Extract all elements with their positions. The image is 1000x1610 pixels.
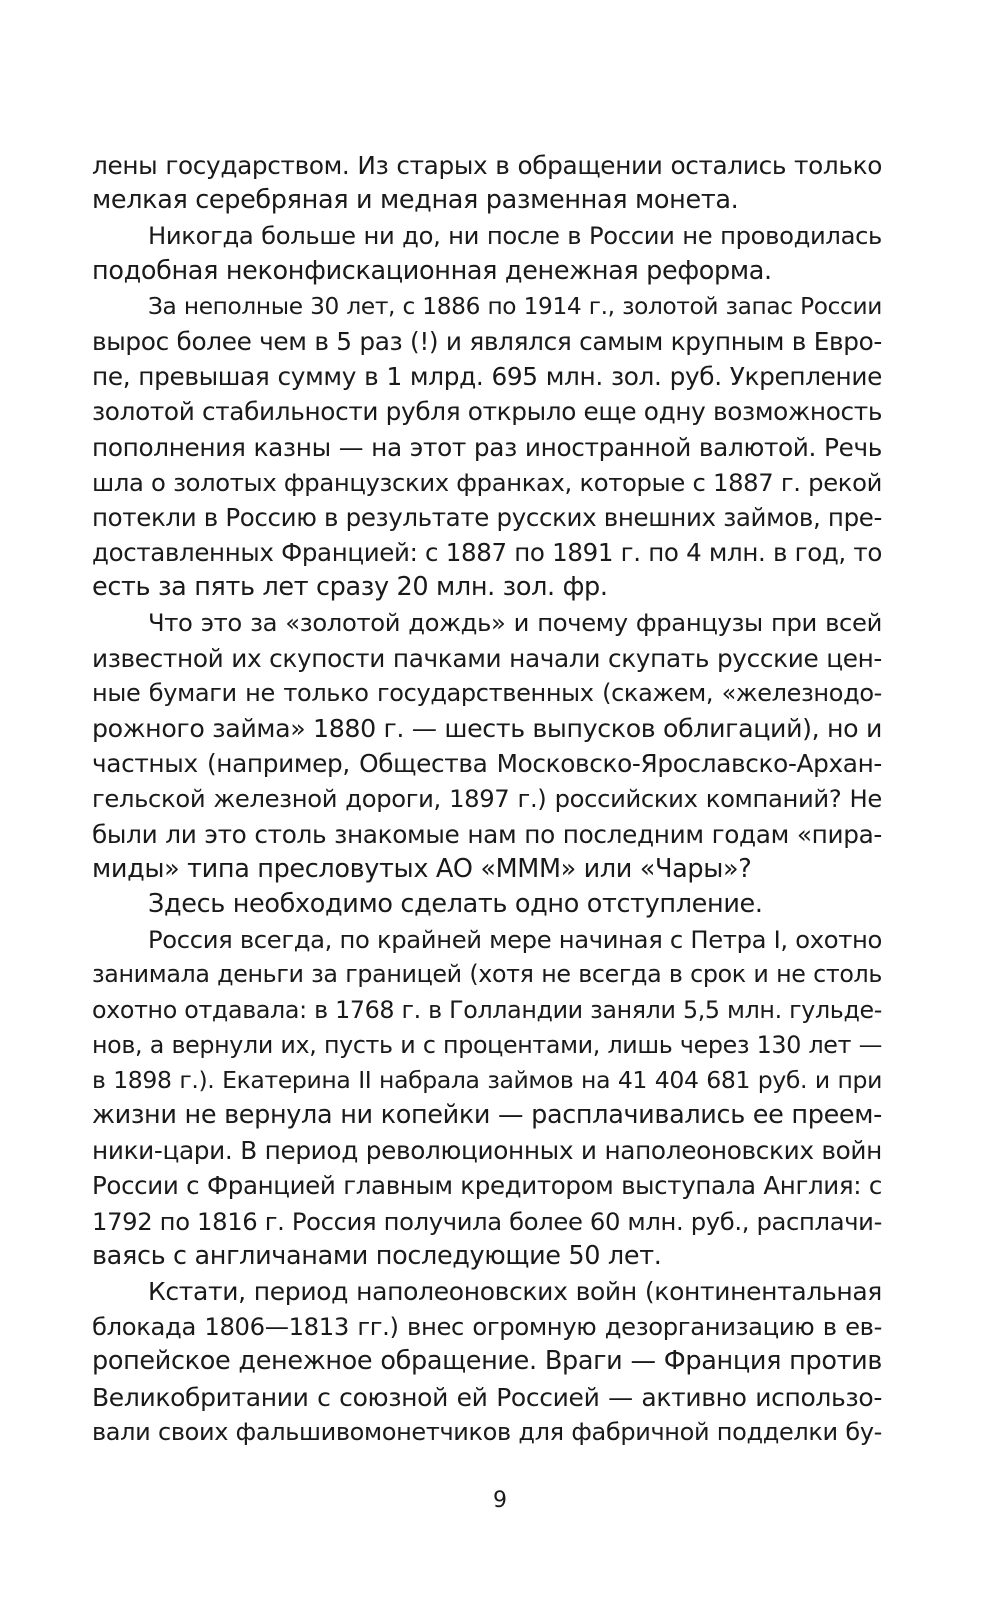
paragraph-first-line: Кстати, период наполеоновских войн (континентальная xyxy=(148,1277,882,1306)
paragraph-first-line: Что это за «золотой дождь» и почему французы при всей xyxy=(148,608,882,638)
paragraph-first-line: Россия всегда, по крайней мере начиная с Петра I, охотно xyxy=(148,925,882,955)
paragraph-first-line: За неполные 30 лет, с 1886 по 1914 г., золотой запас России xyxy=(148,292,882,320)
text-line: частных (например, Общества Московско-Ярославско-Архан- xyxy=(92,749,882,779)
text-line: охотно отдавала: в 1768 г. в Голландии заняли 5,5 млн. гульде- xyxy=(92,995,882,1024)
text-line: 1792 по 1816 г. Россия получила более 60 млн. руб., расплачи- xyxy=(92,1206,882,1236)
text-line: доставленных Францией: с 1887 по 1891 г. по 4 млн. в год, то xyxy=(92,538,882,568)
text-line: России с Францией главным кредитором выступала Англия: с xyxy=(92,1171,882,1201)
text-line: пе, превышая сумму в 1 млрд. 695 млн. зол. руб. Укрепление xyxy=(92,362,882,392)
text-line: вырос более чем в 5 раз (!) и являлся самым крупным в Евро- xyxy=(92,326,882,356)
text-line: мелкая серебряная и медная разменная монета. xyxy=(92,185,739,216)
text-line: есть за пять лет сразу 20 млн. зол. фр. xyxy=(92,572,608,603)
paragraph-first-line: Здесь необходимо сделать одно отступление. xyxy=(148,888,763,919)
text-line: рожного займа» 1880 г. — шесть выпусков облигаций), но и xyxy=(92,714,883,743)
text-line: гельской железной дороги, 1897 г.) российских компаний? Не xyxy=(92,784,882,814)
text-line: Великобритании с союзной ей Россией — активно использо- xyxy=(92,1382,882,1412)
text-line: ники-цари. В период революционных и наполеоновских войн xyxy=(92,1136,882,1166)
text-line: известной их скупости пачками начали скупать русские цен- xyxy=(92,643,882,673)
text-line: ваясь с англичанами последующие 50 лет. xyxy=(92,1240,662,1271)
text-line: ропейское денежное обращение. Враги — Франция против xyxy=(92,1346,882,1377)
text-line: шла о золотых французских франках, которые с 1887 г. рекой xyxy=(92,467,882,497)
text-line: золотой стабильности рубля открыло еще одну возможность xyxy=(92,397,883,427)
text-line: блокада 1806—1813 гг.) внес огромную дезорганизацию в ев- xyxy=(92,1312,882,1342)
text-line: нов, а вернули их, пусть и с процентами, лишь через 130 лет — xyxy=(92,1030,882,1059)
text-line: ные бумаги не только государственных (скажем, «железнодо- xyxy=(92,678,882,707)
text-line: занимала деньги за границей (хотя не всегда в срок и не столь xyxy=(92,960,882,989)
paragraph-first-line: Никогда больше ни до, ни после в России не проводилась xyxy=(148,221,882,251)
text-line: миды» типа пресловутых АО «МММ» или «Чары»? xyxy=(92,853,752,884)
text-line: вали своих фальшивомонетчиков для фабричной подделки бу- xyxy=(92,1417,882,1446)
text-line: жизни не вернула ни копейки — расплачивались ее преем- xyxy=(92,1100,882,1131)
text-line: подобная неконфискационная денежная реформа. xyxy=(92,255,772,286)
text-line: пополнения казны — на этот раз иностранной валютой. Речь xyxy=(92,432,882,462)
body-text xyxy=(92,148,882,1450)
text-line: были ли это столь знакомые нам по последним годам «пира- xyxy=(92,819,882,849)
text-line: потекли в Россию в результате русских внешних займов, пре- xyxy=(92,502,882,532)
text-line: в 1898 г.). Екатерина II набрала займов на 41 404 681 руб. и при xyxy=(92,1065,882,1094)
page-number: 9 xyxy=(493,1488,507,1513)
text-line: лены государством. Из старых в обращении остались только xyxy=(92,151,882,180)
